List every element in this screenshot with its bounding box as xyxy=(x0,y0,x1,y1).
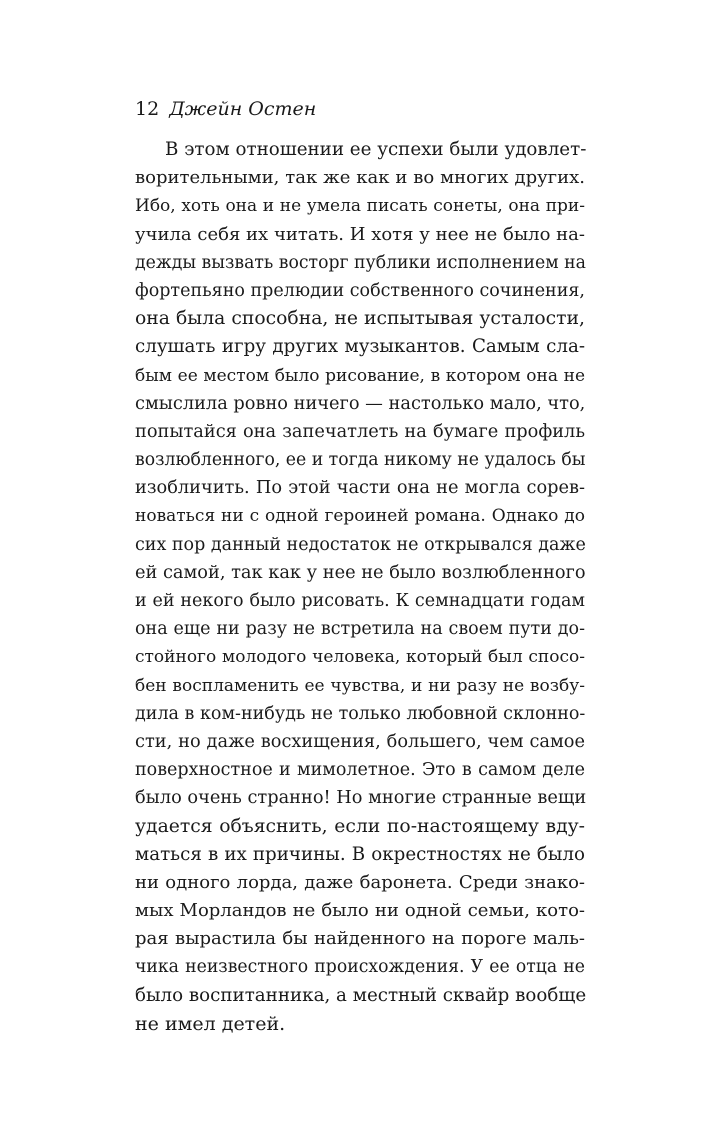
text-line: мых Морландов не было ни одной семьи, кото- xyxy=(135,900,585,922)
running-head xyxy=(135,97,316,121)
text-line: удается объяснить, если по-настоящему вду- xyxy=(135,815,585,837)
text-line: было очень странно! Но многие странные вещи xyxy=(135,788,587,809)
text-line: чика неизвестного происхождения. У ее отца не xyxy=(135,957,585,978)
text-line: она еще ни разу не встретила на своем пути до- xyxy=(135,619,585,640)
text-line: ни одного лорда, даже баронета. Среди знако- xyxy=(135,871,585,893)
text-line: сих пор данный недостаток не открывался даже xyxy=(135,534,586,555)
text-line: дила в ком-нибудь не только любовной склонно- xyxy=(135,703,586,724)
text-line: было воспитанника, а местный сквайр вообще xyxy=(135,984,587,1006)
text-line: поверхностное и мимолетное. Это в самом деле xyxy=(135,760,585,781)
text-line: Ибо, хоть она и не умела писать сонеты, она при- xyxy=(135,196,585,217)
text-line: рая вырастила бы найденного на пороге маль- xyxy=(135,928,585,950)
text-line: стойного молодого человека, который был спосо- xyxy=(135,647,585,668)
text-line: бен воспламенить ее чувства, и ни разу не возбу- xyxy=(135,675,585,696)
text-line: попытайся она запечатлеть на бумаге профиль xyxy=(135,421,585,442)
text-line: В этом отношении ее успехи были удовлет- xyxy=(165,139,587,160)
text-line: маться в их причины. В окрестностях не было xyxy=(135,843,585,865)
text-line: учила себя их читать. И хотя у нее не было на- xyxy=(135,223,585,245)
text-line: не имел детей. xyxy=(135,1012,286,1035)
text-line: дежды вызвать восторг публики исполнением на xyxy=(135,252,586,273)
text-line: возлюбленного, ее и тогда никому не удалось бы xyxy=(135,450,586,471)
text-line: ворительными, так же как и во многих других. xyxy=(135,167,585,189)
text-line: фортепьяно прелюдии собственного сочинения, xyxy=(135,280,585,301)
text-line: изобличить. По этой части она не могла сорев- xyxy=(135,478,585,499)
text-line: она была способна, не испытывая усталости, xyxy=(135,308,585,330)
text-line: и ей некого было рисовать. К семнадцати годам xyxy=(135,591,585,611)
text-line: бым ее местом было рисование, в котором она не xyxy=(135,365,585,386)
page-number: 12 xyxy=(135,98,160,120)
author-name: Джейн Остен xyxy=(169,98,317,120)
text-line: слушать игру других музыкантов. Самым сла- xyxy=(135,336,585,358)
text-line: новаться ни с одной героиней романа. Однако до xyxy=(135,506,585,527)
body-paragraph xyxy=(135,136,585,1038)
text-line: смыслила ровно ничего — настолько мало, что, xyxy=(135,393,586,414)
text-line: ей самой, так как у нее не было возлюбленного xyxy=(135,562,586,583)
text-line: сти, но даже восхищения, большего, чем самое xyxy=(135,731,585,752)
